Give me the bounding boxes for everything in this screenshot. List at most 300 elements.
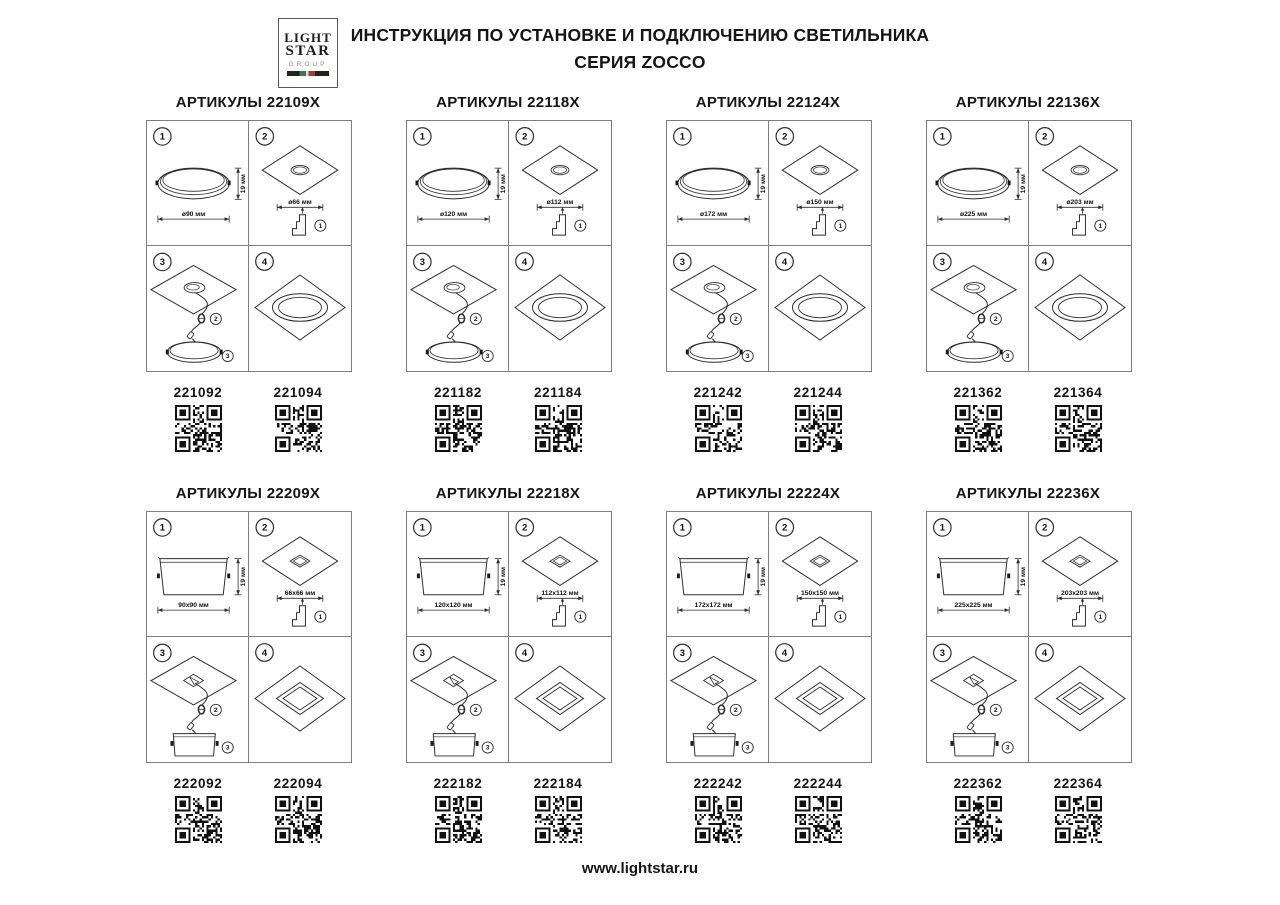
svg-text:1: 1	[1098, 613, 1103, 621]
installation-steps-grid	[926, 120, 1132, 372]
dimension-vertical	[755, 559, 767, 595]
step-4-diagram	[509, 637, 611, 762]
installation-steps-grid	[666, 511, 872, 763]
callout-badge	[470, 704, 481, 715]
mounting-bracket-icon	[293, 598, 306, 626]
dimension-label: 203x203 мм	[1060, 590, 1100, 598]
step-number-badge	[674, 253, 691, 270]
qr-code	[1055, 796, 1102, 843]
dimension-label: ø225 мм	[959, 210, 988, 218]
panel-title: АРТИКУЛЫ 22124X	[695, 94, 841, 111]
round-fixture	[686, 342, 743, 362]
step-number-badge	[674, 128, 691, 145]
installed-fixture	[273, 294, 328, 322]
step-1-diagram	[407, 512, 509, 637]
step-1-diagram	[667, 121, 769, 246]
svg-text:3: 3	[745, 744, 750, 752]
svg-text:4: 4	[521, 256, 528, 268]
installation-steps-grid	[406, 120, 612, 372]
svg-text:2: 2	[214, 707, 218, 715]
qr-code	[175, 405, 222, 452]
round-fixture-side-view	[676, 168, 751, 199]
svg-text:1: 1	[578, 613, 583, 621]
product-code: 221244	[793, 385, 843, 400]
svg-text:1: 1	[939, 130, 945, 142]
callout-badge	[730, 704, 741, 715]
code-block	[416, 385, 500, 452]
logo-text-star: STAR	[285, 42, 331, 59]
svg-text:2: 2	[522, 521, 528, 533]
panel-22224x	[666, 485, 870, 843]
product-codes	[406, 385, 610, 452]
dimension-vertical	[1015, 559, 1027, 595]
step-3-diagram	[927, 637, 1029, 762]
dimension-horizontal	[277, 199, 323, 211]
step-number-badge	[256, 519, 273, 536]
logo-text-light: LIGHT	[284, 29, 332, 45]
step-number-badge	[1036, 644, 1054, 662]
svg-text:2: 2	[994, 707, 998, 715]
dimension-vertical	[495, 559, 507, 595]
svg-text:2: 2	[782, 521, 788, 533]
step-number-badge	[256, 644, 274, 662]
square-fixture-side-view	[157, 557, 230, 595]
svg-text:1: 1	[318, 613, 323, 621]
code-block	[936, 385, 1020, 452]
dimension-horizontal	[158, 211, 229, 223]
svg-text:3: 3	[225, 744, 230, 752]
qr-code	[955, 796, 1002, 843]
title-line-2: СЕРИЯ ZOCCO	[574, 52, 706, 72]
step-2-diagram	[1029, 121, 1131, 246]
callout-badge	[1095, 611, 1106, 622]
callout-badge	[222, 742, 233, 753]
svg-text:1: 1	[939, 521, 945, 533]
dimension-vertical	[235, 168, 247, 199]
dimension-label: ø203 мм	[1066, 199, 1094, 207]
step-2-diagram	[249, 512, 351, 637]
step-number-badge	[154, 128, 171, 145]
svg-text:1: 1	[159, 130, 165, 142]
product-code: 221094	[273, 385, 323, 400]
svg-text:3: 3	[225, 353, 230, 361]
svg-text:3: 3	[745, 353, 750, 361]
product-codes	[666, 385, 870, 452]
title-line-1: ИНСТРУКЦИЯ ПО УСТАНОВКЕ И ПОДКЛЮЧЕНИЮ СВЕТИЛЬНИКА	[350, 25, 930, 45]
dimension-label: 90x90 мм	[178, 601, 209, 609]
installation-steps-grid	[926, 511, 1132, 763]
step-4-diagram	[1029, 246, 1131, 371]
code-block	[676, 776, 760, 843]
callout-badge	[1002, 742, 1013, 753]
page-header	[0, 22, 1280, 76]
step-number-badge	[1036, 519, 1053, 536]
qr-code	[435, 405, 482, 452]
product-code: 221092	[173, 385, 223, 400]
installed-fixture	[1053, 294, 1108, 322]
callout-badge	[575, 611, 586, 622]
svg-text:1: 1	[419, 521, 425, 533]
dimension-horizontal	[797, 199, 843, 211]
code-block	[776, 776, 860, 843]
code-block	[156, 385, 240, 452]
dimension-horizontal	[537, 590, 583, 602]
callout-badge	[222, 350, 233, 361]
dimension-horizontal	[678, 602, 749, 614]
mounting-bracket-icon	[813, 207, 826, 235]
lightstar-logo	[278, 18, 338, 88]
dimension-horizontal	[277, 590, 323, 602]
installation-steps-grid	[666, 120, 872, 372]
step-number-badge	[414, 128, 431, 145]
mounting-hole	[964, 283, 985, 293]
dimension-vertical	[495, 168, 507, 199]
svg-text:2: 2	[262, 130, 268, 142]
step-2-diagram	[1029, 512, 1131, 637]
product-code: 222244	[793, 776, 843, 791]
callout-badge	[210, 704, 221, 715]
step-1-diagram	[407, 121, 509, 246]
mounting-bracket-icon	[553, 207, 566, 235]
panel-title: АРТИКУЛЫ 22118X	[436, 94, 580, 111]
product-codes	[146, 776, 350, 843]
svg-text:1: 1	[679, 521, 685, 533]
callout-badge	[482, 350, 493, 361]
dimension-label: 19 мм	[500, 174, 508, 194]
svg-text:3: 3	[939, 647, 945, 659]
svg-text:1: 1	[838, 222, 843, 230]
installation-steps-grid	[146, 120, 352, 372]
qr-code	[795, 796, 842, 843]
svg-text:3: 3	[419, 647, 425, 659]
step-1-diagram	[667, 512, 769, 637]
dimension-label: 19 мм	[1020, 567, 1028, 587]
callout-badge	[575, 220, 586, 231]
panel-22124x	[666, 94, 870, 452]
step-number-badge	[516, 128, 533, 145]
svg-text:3: 3	[485, 744, 490, 752]
product-codes	[146, 385, 350, 452]
qr-code	[955, 405, 1002, 452]
dimension-vertical	[1015, 168, 1027, 199]
qr-code	[535, 405, 582, 452]
panel-22236x	[926, 485, 1130, 843]
square-fixture	[690, 734, 738, 756]
callout-badge	[315, 220, 326, 231]
round-fixture-side-view	[936, 168, 1011, 199]
mounting-bracket-icon	[1073, 598, 1086, 626]
step-number-badge	[776, 644, 794, 662]
step-number-badge	[934, 519, 951, 536]
panel-title: АРТИКУЛЫ 22209X	[175, 485, 321, 502]
step-number-badge	[256, 253, 274, 271]
panel-22109x	[146, 94, 350, 452]
dimension-label: 19 мм	[760, 174, 768, 194]
dimension-label: ø66 мм	[288, 199, 312, 207]
dimension-label: ø90 мм	[181, 210, 206, 218]
callout-badge	[470, 313, 481, 324]
code-block	[156, 776, 240, 843]
step-4-diagram	[769, 637, 871, 762]
dimension-horizontal	[418, 211, 489, 223]
code-block	[416, 776, 500, 843]
logo-text-group: GROUP	[288, 60, 328, 68]
round-fixture-side-view	[416, 168, 491, 199]
code-block	[256, 776, 340, 843]
code-block	[516, 776, 600, 843]
product-codes	[926, 776, 1130, 843]
step-1-diagram	[927, 512, 1029, 637]
step-1-diagram	[927, 121, 1029, 246]
website-url: www.lightstar.ru	[581, 860, 699, 877]
mounting-hole	[1071, 165, 1089, 174]
svg-text:4: 4	[261, 647, 268, 659]
product-code: 221364	[1053, 385, 1103, 400]
dimension-horizontal	[678, 211, 749, 223]
dimension-vertical	[235, 559, 247, 595]
round-fixture	[426, 342, 483, 362]
panel-title: АРТИКУЛЫ 22109X	[175, 94, 321, 111]
qr-code	[435, 796, 482, 843]
panel-title: АРТИКУЛЫ 22224X	[695, 485, 841, 502]
step-4-diagram	[249, 637, 351, 762]
step-number-badge	[154, 253, 171, 270]
product-codes	[406, 776, 610, 843]
step-3-diagram	[147, 637, 249, 762]
svg-text:4: 4	[1041, 647, 1048, 659]
svg-text:2: 2	[1042, 521, 1048, 533]
step-3-diagram	[667, 246, 769, 371]
square-fixture-side-view	[677, 557, 750, 595]
dimension-horizontal	[1057, 590, 1103, 602]
panel-title: АРТИКУЛЫ 22218X	[435, 485, 581, 502]
round-fixture	[946, 342, 1003, 362]
step-number-badge	[516, 253, 534, 271]
code-block	[936, 776, 1020, 843]
product-code: 222362	[953, 776, 1003, 791]
product-code: 222182	[433, 776, 483, 791]
callout-badge	[990, 313, 1001, 324]
step-2-diagram	[509, 512, 611, 637]
code-block	[776, 385, 860, 452]
code-block	[256, 385, 340, 452]
qr-code	[275, 405, 322, 452]
svg-text:2: 2	[474, 707, 478, 715]
svg-text:3: 3	[939, 256, 945, 268]
callout-badge	[835, 611, 846, 622]
svg-text:4: 4	[521, 647, 528, 659]
step-number-badge	[154, 644, 171, 661]
installation-steps-grid	[406, 511, 612, 763]
round-fixture-side-view	[156, 168, 231, 199]
svg-text:1: 1	[578, 222, 583, 230]
svg-text:2: 2	[474, 316, 478, 324]
svg-text:3: 3	[679, 256, 685, 268]
step-number-badge	[414, 253, 431, 270]
step-number-badge	[934, 128, 951, 145]
svg-text:4: 4	[261, 256, 268, 268]
dimension-label: 150x150 мм	[800, 590, 840, 598]
dimension-vertical	[755, 168, 767, 199]
dimension-label: 19 мм	[240, 567, 248, 587]
dimension-label: 19 мм	[240, 174, 248, 194]
code-block	[516, 385, 600, 452]
product-codes	[666, 776, 870, 843]
step-4-diagram	[769, 246, 871, 371]
product-code: 222364	[1053, 776, 1103, 791]
product-code: 222092	[173, 776, 223, 791]
dimension-label: 19 мм	[760, 567, 768, 587]
step-number-badge	[1036, 128, 1053, 145]
mounting-bracket-icon	[1073, 207, 1086, 235]
mounting-bracket-icon	[813, 598, 826, 626]
product-code: 221362	[953, 385, 1003, 400]
product-code: 221184	[534, 385, 582, 400]
qr-code	[795, 405, 842, 452]
step-number-badge	[674, 644, 691, 661]
square-fixture	[170, 734, 218, 756]
svg-text:2: 2	[1042, 130, 1048, 142]
step-4-diagram	[249, 246, 351, 371]
panel-22136x	[926, 94, 1130, 452]
logo-flag-bar	[287, 71, 329, 76]
code-block	[676, 385, 760, 452]
svg-text:4: 4	[781, 256, 788, 268]
panel-22209x	[146, 485, 350, 843]
svg-text:2: 2	[734, 707, 738, 715]
callout-badge	[990, 704, 1001, 715]
qr-code	[175, 796, 222, 843]
step-2-diagram	[249, 121, 351, 246]
svg-text:2: 2	[262, 521, 268, 533]
svg-text:1: 1	[159, 521, 165, 533]
svg-text:1: 1	[318, 222, 323, 230]
panel-title: АРТИКУЛЫ 22136X	[955, 94, 1101, 111]
callout-badge	[730, 313, 741, 324]
callout-badge	[1002, 350, 1013, 361]
dimension-label: 225x225 мм	[954, 601, 993, 609]
installed-fixture	[533, 294, 588, 322]
step-number-badge	[414, 519, 431, 536]
step-number-badge	[1036, 253, 1054, 271]
svg-text:2: 2	[782, 130, 788, 142]
callout-badge	[1095, 220, 1106, 231]
step-3-diagram	[407, 246, 509, 371]
dimension-horizontal	[938, 211, 1009, 223]
step-number-badge	[934, 644, 951, 661]
svg-text:3: 3	[419, 256, 425, 268]
callout-badge	[835, 220, 846, 231]
panel-22118x	[406, 94, 610, 452]
code-block	[1036, 385, 1120, 452]
svg-text:4: 4	[781, 647, 788, 659]
step-2-diagram	[509, 121, 611, 246]
mounting-hole	[184, 283, 205, 293]
step-3-diagram	[667, 637, 769, 762]
mounting-hole	[811, 165, 829, 174]
dimension-label: 112x112 мм	[541, 590, 579, 598]
dimension-horizontal	[537, 199, 583, 211]
callout-badge	[482, 742, 493, 753]
step-1-diagram	[147, 121, 249, 246]
document-title	[0, 22, 1280, 76]
dimension-label: 66x66 мм	[284, 590, 316, 598]
code-block	[1036, 776, 1120, 843]
square-fixture-side-view	[937, 557, 1010, 595]
qr-code	[695, 796, 742, 843]
dimension-horizontal	[1057, 199, 1103, 211]
step-number-badge	[516, 644, 534, 662]
svg-text:2: 2	[214, 316, 218, 324]
svg-text:3: 3	[485, 353, 490, 361]
product-code: 222242	[693, 776, 743, 791]
square-fixture-side-view	[417, 557, 490, 595]
qr-code	[535, 796, 582, 843]
panel-22218x	[406, 485, 610, 843]
mounting-hole	[704, 283, 725, 293]
dimension-label: ø172 мм	[699, 210, 728, 218]
step-3-diagram	[407, 637, 509, 762]
product-panels-grid	[146, 94, 1130, 843]
dimension-label: 120x120 мм	[434, 601, 473, 609]
callout-badge	[315, 611, 326, 622]
svg-text:1: 1	[679, 130, 685, 142]
panel-title: АРТИКУЛЫ 22236X	[955, 485, 1101, 502]
svg-text:4: 4	[1041, 256, 1048, 268]
step-number-badge	[414, 644, 431, 661]
qr-code	[695, 405, 742, 452]
step-number-badge	[776, 519, 793, 536]
mounting-hole	[551, 165, 569, 174]
step-4-diagram	[509, 246, 611, 371]
svg-text:1: 1	[838, 613, 843, 621]
mounting-bracket-icon	[553, 598, 566, 626]
installed-fixture	[793, 294, 848, 322]
round-fixture	[166, 342, 223, 362]
svg-text:2: 2	[522, 130, 528, 142]
mounting-bracket-icon	[293, 207, 306, 235]
dimension-label: ø150 мм	[806, 199, 834, 207]
step-number-badge	[776, 128, 793, 145]
step-4-diagram	[1029, 637, 1131, 762]
step-number-badge	[256, 128, 273, 145]
dimension-label: 172x172 мм	[694, 601, 733, 609]
step-number-badge	[154, 519, 171, 536]
dimension-label: 19 мм	[500, 567, 508, 587]
product-code: 221182	[434, 385, 482, 400]
step-3-diagram	[927, 246, 1029, 371]
product-code: 222094	[273, 776, 323, 791]
callout-badge	[742, 742, 753, 753]
step-number-badge	[516, 519, 533, 536]
step-number-badge	[674, 519, 691, 536]
dimension-label: 19 мм	[1020, 174, 1028, 194]
callout-badge	[742, 350, 753, 361]
svg-text:3: 3	[159, 647, 165, 659]
svg-text:1: 1	[1098, 222, 1103, 230]
dimension-horizontal	[938, 602, 1009, 614]
dimension-horizontal	[418, 602, 489, 614]
qr-code	[1055, 405, 1102, 452]
product-codes	[926, 385, 1130, 452]
square-fixture	[950, 734, 998, 756]
callout-badge	[210, 313, 221, 324]
product-code: 222184	[533, 776, 583, 791]
dimension-horizontal	[797, 590, 843, 602]
svg-text:2: 2	[994, 316, 998, 324]
svg-text:2: 2	[734, 316, 738, 324]
dimension-horizontal	[158, 602, 229, 614]
